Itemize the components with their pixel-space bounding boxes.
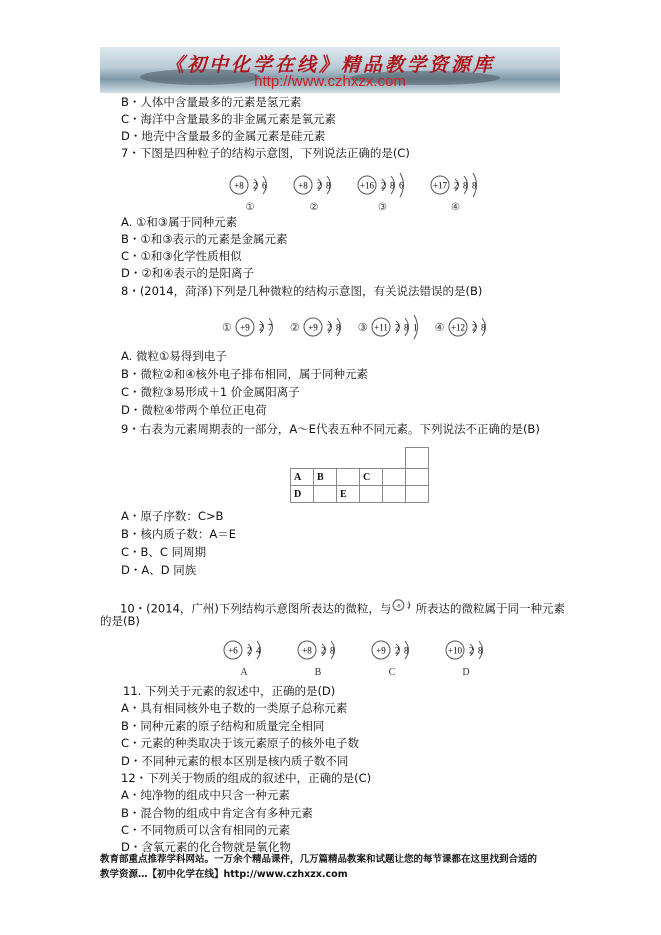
- nucleus-charge: +6: [228, 645, 238, 656]
- banner-url[interactable]: http://www.czhxzx.com: [254, 73, 406, 90]
- table-cell: B: [314, 469, 337, 486]
- table-cell: A: [291, 469, 314, 486]
- shell-electron-count: 8: [403, 322, 409, 333]
- table-cell: C: [360, 469, 383, 486]
- option-line: D・②和④表示的是阳离子: [121, 266, 254, 280]
- q7-atom-diagrams: [228, 168, 482, 213]
- q10-atom-diagrams: [222, 633, 488, 678]
- diagram-label: ①: [245, 202, 255, 213]
- shell-electron-count: 2: [258, 322, 264, 333]
- shell-electron-count: 2: [321, 645, 326, 656]
- diagram-label: ②: [309, 202, 319, 213]
- shell-electron-count: 2: [469, 645, 474, 656]
- shell-electron-count: 2: [326, 322, 332, 333]
- stem-part: 10・(2014，广州)下列结构示意图所表达的微粒，与: [120, 601, 392, 616]
- shell-electron-count: 8: [472, 180, 477, 191]
- diagram-number: ①: [222, 321, 232, 334]
- option-line: B・微粒②和④核外电子排布相同，属于同种元素: [121, 367, 369, 381]
- question-12-stem: 12・下列关于物质的组成的叙述中，正确的是(C): [121, 771, 372, 785]
- table-cell: [383, 486, 406, 503]
- atom-diagram: [296, 633, 340, 678]
- option-line: C・不同物质可以含有相同的元素: [121, 823, 291, 837]
- nucleus-charge: +12: [450, 322, 465, 333]
- option-line: C・B、C 同周期: [121, 545, 207, 559]
- table-cell: [291, 448, 314, 469]
- atom-structure-diagram: [356, 168, 409, 202]
- table-cell: [314, 448, 337, 469]
- periodic-table-fragment: [290, 447, 429, 503]
- option-line: C・元素的种类取决于该元素原子的核外电子数: [121, 736, 360, 750]
- option-line: D・地壳中含量最多的金属元素是硅元素: [121, 129, 326, 143]
- shell-electron-count: 2: [395, 645, 400, 656]
- shell-electron-count: 2: [317, 180, 322, 191]
- atom-structure-diagram: [429, 168, 482, 202]
- atom-structure-diagram: [370, 310, 423, 344]
- nucleus-charge: +10: [447, 645, 463, 656]
- table-row: [291, 448, 429, 469]
- shell-electron-count: 8: [463, 180, 468, 191]
- table-cell: [360, 448, 383, 469]
- option-line: B・人体中含量最多的元素是氢元素: [121, 95, 302, 109]
- table-cell: [406, 486, 429, 503]
- question-11-stem: 11. 下列关于元素的叙述中，正确的是(D): [123, 684, 336, 698]
- atom-structure-diagram: [447, 310, 491, 344]
- atom-diagram: [444, 633, 488, 678]
- footer-line[interactable]: 教学资源…【初中化学在线】http://www.czhxzx.com: [100, 869, 348, 880]
- table-cell: [360, 486, 383, 503]
- atom-diagram: [356, 168, 409, 213]
- table-cell: [337, 469, 360, 486]
- table-row: [291, 486, 429, 503]
- nucleus-charge: -8: [396, 603, 402, 610]
- nucleus-charge: +17: [432, 180, 448, 191]
- diagram-label: A: [240, 667, 248, 678]
- diagram-label: C: [388, 667, 396, 678]
- atom-diagram: [222, 633, 266, 678]
- question-7-stem: 7・下图是四种粒子的结构示意图，下列说法正确的是(C): [121, 146, 410, 160]
- nucleus-charge: +11: [373, 322, 388, 333]
- option-line: C・海洋中含量最多的非金属元素是氧元素: [121, 112, 337, 126]
- option-line: A. ①和③属于同种元素: [121, 215, 238, 229]
- option-line: C・①和③化学性质相似: [121, 249, 242, 263]
- shell-electron-count: 8: [404, 645, 409, 656]
- option-line: A・原子序数：C>B: [121, 509, 224, 523]
- shell-electron-count: 2: [407, 603, 411, 610]
- inline-atom-diagram: [391, 595, 415, 619]
- nucleus-charge: +16: [359, 180, 375, 191]
- shell-electron-count: 7: [267, 322, 273, 333]
- atom-structure-diagram: [302, 310, 346, 344]
- nucleus-charge: +9: [307, 322, 318, 333]
- shell-electron-count: 2: [381, 180, 386, 191]
- shell-electron-count: 2: [253, 180, 258, 191]
- table-cell: [383, 448, 406, 469]
- shell-electron-count: 8: [326, 180, 331, 191]
- diagram-number: ④: [434, 321, 445, 334]
- shell-electron-count: 8: [390, 180, 395, 191]
- atom-diagram: [228, 168, 272, 213]
- shell-electron-count: 8: [330, 645, 335, 656]
- table-cell: [383, 469, 406, 486]
- shell-electron-count: 6: [262, 180, 267, 191]
- diagram-label: ③: [378, 202, 387, 213]
- table-cell: E: [337, 486, 360, 503]
- shell-electron-count: 2: [471, 322, 476, 333]
- atom-diagram: [435, 310, 491, 344]
- atom-structure-diagram: [444, 633, 488, 667]
- table-cell: D: [291, 486, 314, 503]
- atom-diagram: [222, 310, 278, 344]
- atom-structure-diagram: [234, 310, 278, 344]
- atom-diagram: [370, 633, 414, 678]
- diagram-label: ④: [451, 202, 460, 213]
- atom-structure-diagram: [370, 633, 414, 667]
- table-cell: [406, 469, 429, 486]
- diagram-label: B: [314, 667, 322, 678]
- option-line: D・不同种元素的根本区别是核内质子数不同: [121, 754, 349, 768]
- table-cell: [337, 448, 360, 469]
- option-line: A. 微粒①易得到电子: [121, 349, 227, 363]
- shell-electron-count: 2: [247, 645, 252, 656]
- option-line: B・①和③表示的元素是金属元素: [121, 232, 288, 246]
- shell-electron-count: 8: [335, 322, 341, 333]
- q8-atom-diagrams: [222, 310, 491, 344]
- atom-structure-diagram: [296, 633, 340, 667]
- question-9-stem: 9・右表为元素周期表的一部分，A～E代表五种不同元素。下列说法不正确的是(B): [121, 422, 540, 436]
- shell-electron-count: 8: [478, 645, 483, 656]
- option-line: B・核内质子数：A＝E: [121, 527, 237, 541]
- diagram-number: ③: [357, 321, 368, 334]
- shell-electron-count: 4: [256, 645, 261, 656]
- table-cell: [314, 486, 337, 503]
- atom-structure-diagram: [391, 595, 415, 615]
- site-banner[interactable]: [100, 47, 560, 93]
- banner-title: 《初中化学在线》精品教学资源库: [164, 54, 495, 76]
- option-line: B・混合物的组成中肯定含有多种元素: [121, 806, 313, 820]
- shell-electron-count: 6: [399, 180, 404, 191]
- atom-diagram: [429, 168, 482, 213]
- nucleus-charge: +9: [240, 322, 250, 333]
- stem-part: 所表达的微粒属于同一种元素: [415, 601, 566, 616]
- nucleus-charge: +8: [302, 645, 312, 656]
- table-row: [291, 469, 429, 486]
- atom-diagram: [290, 310, 346, 344]
- shell-electron-count: 8: [480, 322, 485, 333]
- option-line: D・A、D 同族: [121, 563, 197, 577]
- footer-line: 教育部重点推荐学科网站。一万余个精品课件，几万篇精品教案和试题让您的每节课都在这里找到合适的: [100, 854, 538, 865]
- nucleus-charge: +8: [234, 180, 244, 191]
- option-line: A・纯净物的组成中只含一种元素: [121, 788, 290, 802]
- atom-structure-diagram: [228, 168, 272, 202]
- question-8-stem: 8・(2014，菏泽)下列是几种微粒的结构示意图，有关说法错误的是(B): [121, 284, 483, 298]
- atom-diagram: [292, 168, 336, 213]
- shell-electron-count: 2: [454, 180, 459, 191]
- table-cell: [406, 448, 429, 469]
- nucleus-charge: +8: [298, 180, 308, 191]
- shell-electron-count: 2: [394, 322, 400, 333]
- diagram-label: D: [462, 667, 470, 678]
- question-10-stem: [120, 595, 565, 619]
- option-line: C・微粒③易形成＋1 价金属阳离子: [121, 385, 300, 399]
- diagram-number: ②: [289, 321, 300, 334]
- atom-diagram: [358, 310, 423, 344]
- question-10-stem-end: 的是(B): [100, 614, 140, 628]
- atom-structure-diagram: [292, 168, 336, 202]
- option-line: A・具有相同核外电子数的一类原子总称元素: [121, 701, 348, 715]
- option-line: B・同种元素的原子结构和质量完全相同: [121, 719, 325, 733]
- shell-electron-count: 1: [412, 322, 418, 333]
- option-line: D・微粒④带两个单位正电荷: [121, 403, 267, 417]
- nucleus-charge: +9: [376, 645, 386, 656]
- option-line: D・含氧元素的化合物就是氧化物: [121, 840, 291, 854]
- atom-structure-diagram: [222, 633, 266, 667]
